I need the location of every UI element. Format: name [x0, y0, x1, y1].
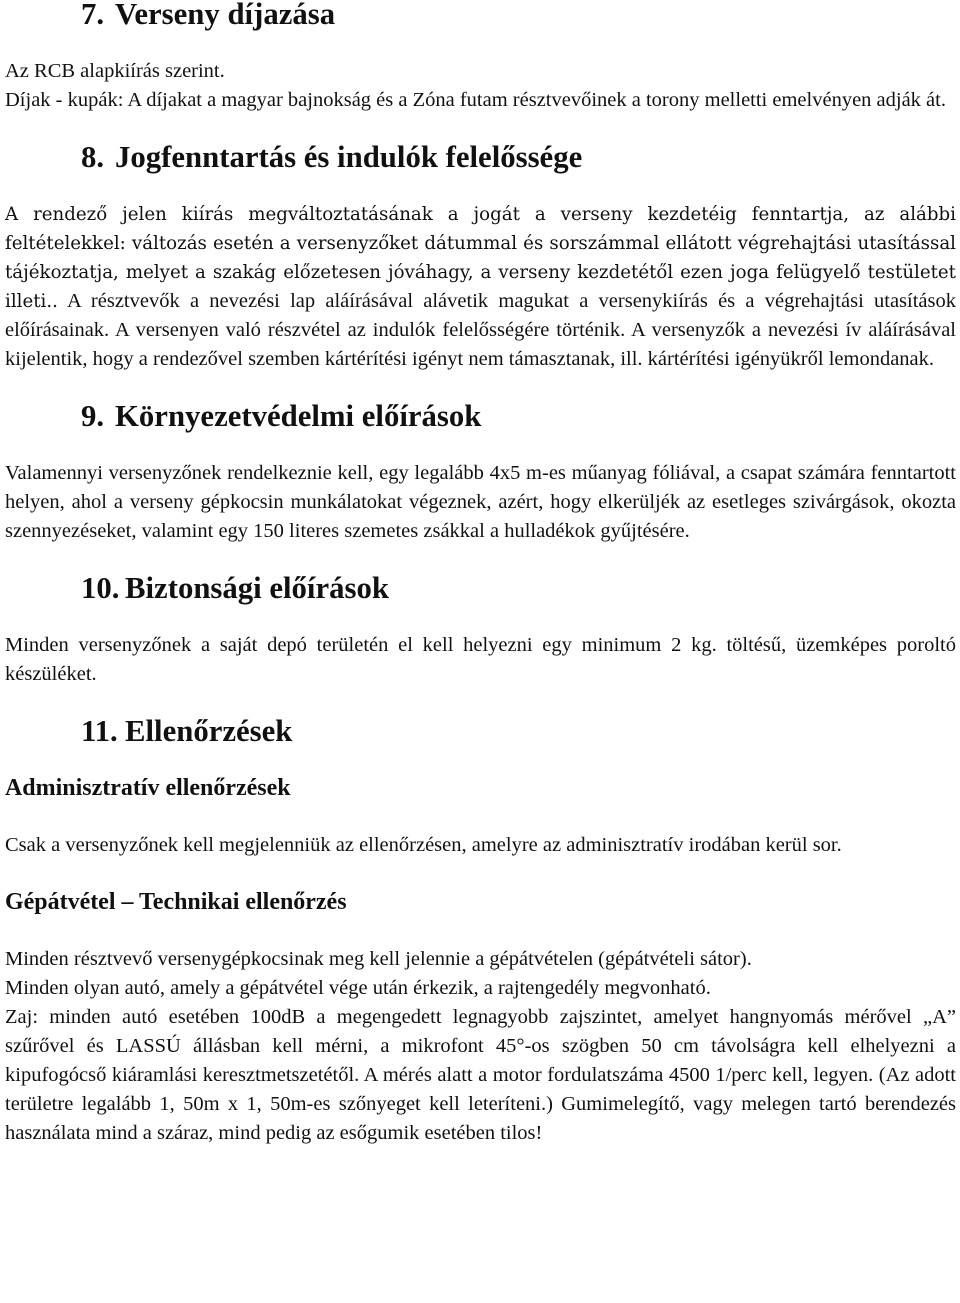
paragraph: Minden olyan autó, amely a gépátvétel vége után érkezik, a rajtengedély megvonható.: [5, 977, 711, 999]
section-11-heading: [5, 714, 956, 748]
paragraph: [5, 200, 956, 374]
section-number: 9.: [81, 399, 105, 433]
section-number: 10.: [81, 571, 120, 605]
section-9-heading: [5, 399, 956, 433]
section-title: Biztonsági előírások: [125, 571, 389, 605]
subsection-heading: Gépátvétel – Technikai ellenőrzés: [5, 889, 347, 915]
paragraph: Minden résztvevő versenygépkocsinak meg kell jelennie a gépátvételen (gépátvételi sátor).: [5, 948, 752, 970]
subsection-heading: Adminisztratív ellenőrzések: [5, 775, 291, 801]
paragraph: Díjak - kupák: A díjakat a magyar bajnokság és a Zóna futam résztvevőinek a torony melletti emelvényen adják át.: [5, 89, 946, 111]
section-title: Jogfenntartás és indulók felelőssége: [115, 140, 583, 174]
paragraph: Zaj: minden autó esetében 100dB a megengedett legnagyobb zajszintet, amelyet hangnyomás mérővel „A” szűrővel és LASSÚ állásban kell mérni, a mikrofont 45°-os szögben 50 cm távolságra kell elhelyezni a kipufogócső kiáramlási keresztmetszetétől. A mérés alatt a motor fordulatszáma 4500 1/perc kell, legyen. (Az adott területre legalább 1, 50m x 1, 50m-es szőnyeget kell leteríteni.) Gumimelegítő, vagy melegen tartó berendezés használata mind a száraz, mind pedig az esőgumik esetében tilos!: [5, 1006, 956, 1144]
paragraph: Csak a versenyzőnek kell megjelenniük az ellenőrzésen, amelyre az adminisztratív irodában kerül sor.: [5, 834, 842, 856]
section-10-heading: [5, 571, 956, 605]
text-run: A résztvevők a nevezési lap aláírásával alávetik magukat a versenykiírás és a végrehajtási utasítások előírásainak. A versenyen való részvétel az indulók felelősségére történik. A versenyzők a nevezési ív aláírásával kijelentik, hogy a rendezővel szemben kártérítési igényt nem támasztanak, ill. kártérítési igényükről lemondanak.: [5, 290, 956, 370]
section-number: 11.: [81, 714, 118, 748]
paragraph: Minden versenyzőnek a saját depó területén el kell helyezni egy minimum 2 kg. töltésű, üzemképes poroltó készüléket.: [5, 634, 956, 685]
paragraph: Valamennyi versenyzőnek rendelkeznie kell, egy legalább 4x5 m-es műanyag fóliával, a csapat számára fenntartott helyen, ahol a verseny gépkocsin munkálatokat végeznek, azért, hogy elkerüljék az esetleges szivárgások, okozta szennyezéseket, valamint egy 150 literes szemetes zsákkal a hulladékok gyűjtésére.: [5, 462, 956, 542]
text-run: A rendező jelen kiírás megváltoztatásának a jogát a verseny kezdetéig fenntartja, az alábbi feltételekkel: változás esetén a versenyzőket dátummal és sorszámmal ellátott végrehajtási utasítással tájékoztatja, melyet a szakág előzetesen jóváhagy, a verseny kezdetétől ezen joga felügyelő testületet illeti..: [5, 204, 956, 312]
section-title: Környezetvédelmi előírások: [115, 399, 482, 433]
section-number: 7.: [81, 0, 105, 31]
paragraph: Az RCB alapkiírás szerint.: [5, 60, 225, 82]
section-7-heading: [5, 0, 956, 29]
section-title: Ellenőrzések: [125, 714, 293, 748]
document-page: [5, 0, 956, 1148]
section-number: 8.: [81, 140, 105, 174]
section-8-heading: [5, 140, 956, 174]
section-title: Verseny díjazása: [115, 0, 336, 31]
